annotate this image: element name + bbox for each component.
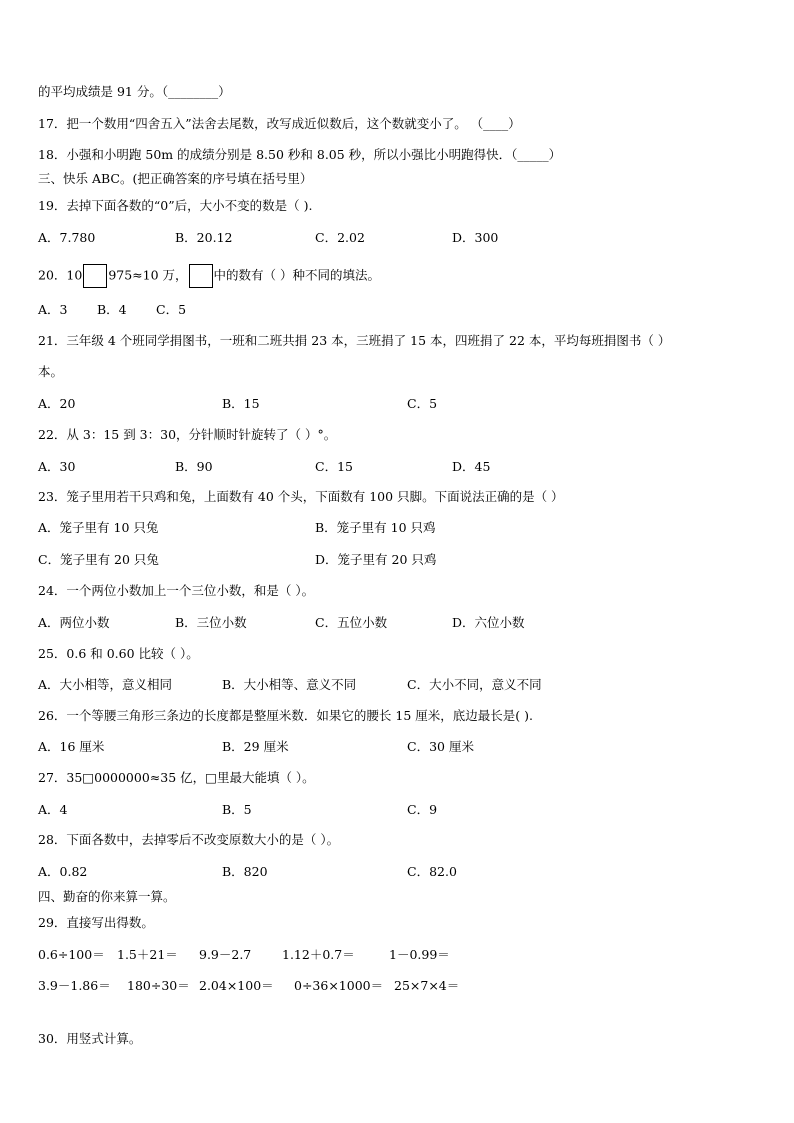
q23-option-b: B．笼子里有 10 只鸡 xyxy=(315,520,436,535)
q24-option-c: C．五位小数 xyxy=(315,615,388,630)
question-24: 24．一个两位小数加上一个三位小数，和是（ ）。 xyxy=(38,583,315,598)
question-27: 27．35□0000000≈35 亿，□里最大能填（ ）。 xyxy=(38,770,315,785)
q26-option-a: A．16 厘米 xyxy=(38,739,105,754)
calc-item: 25×7×4＝ xyxy=(394,978,460,993)
question-29: 29．直接写出得数。 xyxy=(38,915,154,930)
calc-item: 9.9－2.7 xyxy=(199,947,252,962)
q21-option-c: C．5 xyxy=(407,396,438,411)
question-22: 22．从 3：15 到 3：30，分针顺时针旋转了（ ）°。 xyxy=(38,427,337,442)
q28-option-a: A．0.82 xyxy=(38,864,88,879)
question-20 xyxy=(38,264,380,288)
q28-option-b: B．820 xyxy=(222,864,268,879)
q20-option-c: C．5 xyxy=(156,302,187,317)
q27-option-c: C．9 xyxy=(407,802,438,817)
q25-option-a: A．大小相等，意义相同 xyxy=(38,677,173,692)
q23-option-d: D．笼子里有 20 只鸡 xyxy=(315,552,437,567)
calc-item: 1－0.99＝ xyxy=(389,947,450,962)
q21-option-a: A．20 xyxy=(38,396,76,411)
calc-item: 1.12＋0.7＝ xyxy=(282,947,355,962)
question-18: 18．小强和小明跑 50m 的成绩分别是 8.50 秒和 8.05 秒，所以小强比小明跑得快．（_____） xyxy=(38,147,562,162)
question-19: 19．去掉下面各数的“0”后，大小不变的数是（ ). xyxy=(38,198,313,213)
q21-option-b: B．15 xyxy=(222,396,260,411)
line-average-score: 的平均成绩是 91 分。（________） xyxy=(38,84,231,99)
calc-item: 0÷36×1000＝ xyxy=(294,978,384,993)
q20-suffix: 中的数有（ ）种不同的填法。 xyxy=(213,267,381,283)
q24-option-b: B．三位小数 xyxy=(175,615,247,630)
calc-item: 1.5＋21＝ xyxy=(117,947,178,962)
q19-option-c: C．2.02 xyxy=(315,230,365,245)
section-3-heading: 三、快乐 ABC。(把正确答案的序号填在括号里） xyxy=(38,171,313,186)
question-17: 17．把一个数用“四舍五入”法舍去尾数，改写成近似数后，这个数就变小了。 （____） xyxy=(38,116,521,131)
q27-option-b: B．5 xyxy=(222,802,252,817)
q22-option-a: A．30 xyxy=(38,459,76,474)
q20-mid: 975≈10 万， xyxy=(108,267,188,283)
q19-option-d: D．300 xyxy=(452,230,499,245)
q22-option-c: C．15 xyxy=(315,459,353,474)
q19-option-b: B．20.12 xyxy=(175,230,233,245)
question-26: 26．一个等腰三角形三条边的长度都是整厘米数．如果它的腰长 15 厘米，底边最长是( ). xyxy=(38,708,533,723)
q20-option-a: A．3 xyxy=(38,302,68,317)
q28-option-c: C．82.0 xyxy=(407,864,457,879)
q25-option-b: B．大小相等、意义不同 xyxy=(222,677,357,692)
q20-prefix: 20．10 xyxy=(38,267,83,283)
answer-box xyxy=(83,264,107,288)
q25-option-c: C．大小不同，意义不同 xyxy=(407,677,542,692)
q27-option-a: A．4 xyxy=(38,802,68,817)
q23-option-c: C．笼子里有 20 只兔 xyxy=(38,552,159,567)
calc-item: 180÷30＝ xyxy=(127,978,190,993)
calc-item: 3.9－1.86＝ xyxy=(38,978,111,993)
q24-option-a: A．两位小数 xyxy=(38,615,110,630)
q19-option-a: A．7.780 xyxy=(38,230,96,245)
q26-option-b: B．29 厘米 xyxy=(222,739,289,754)
q22-option-d: D．45 xyxy=(452,459,491,474)
question-28: 28．下面各数中，去掉零后不改变原数大小的是（ ）。 xyxy=(38,832,340,847)
question-21-cont: 本。 xyxy=(38,364,64,379)
q26-option-c: C．30 厘米 xyxy=(407,739,474,754)
q20-option-b: B．4 xyxy=(97,302,127,317)
q22-option-b: B．90 xyxy=(175,459,213,474)
question-25: 25．0.6 和 0.60 比较（ ）。 xyxy=(38,646,199,661)
question-21: 21．三年级 4 个班同学捐图书，一班和二班共捐 23 本，三班捐了 15 本，四班捐了 22 本，平均每班捐图书（ ） xyxy=(38,333,671,348)
answer-box xyxy=(189,264,213,288)
question-30: 30．用竖式计算。 xyxy=(38,1031,142,1046)
q24-option-d: D．六位小数 xyxy=(452,615,525,630)
calc-item: 0.6÷100＝ xyxy=(38,947,105,962)
section-4-heading: 四、勤奋的你来算一算。 xyxy=(38,889,176,904)
calc-item: 2.04×100＝ xyxy=(199,978,274,993)
q23-option-a: A．笼子里有 10 只兔 xyxy=(38,520,159,535)
question-23: 23．笼子里用若干只鸡和兔，上面数有 40 个头，下面数有 100 只脚。下面说法正确的是（ ） xyxy=(38,489,564,504)
